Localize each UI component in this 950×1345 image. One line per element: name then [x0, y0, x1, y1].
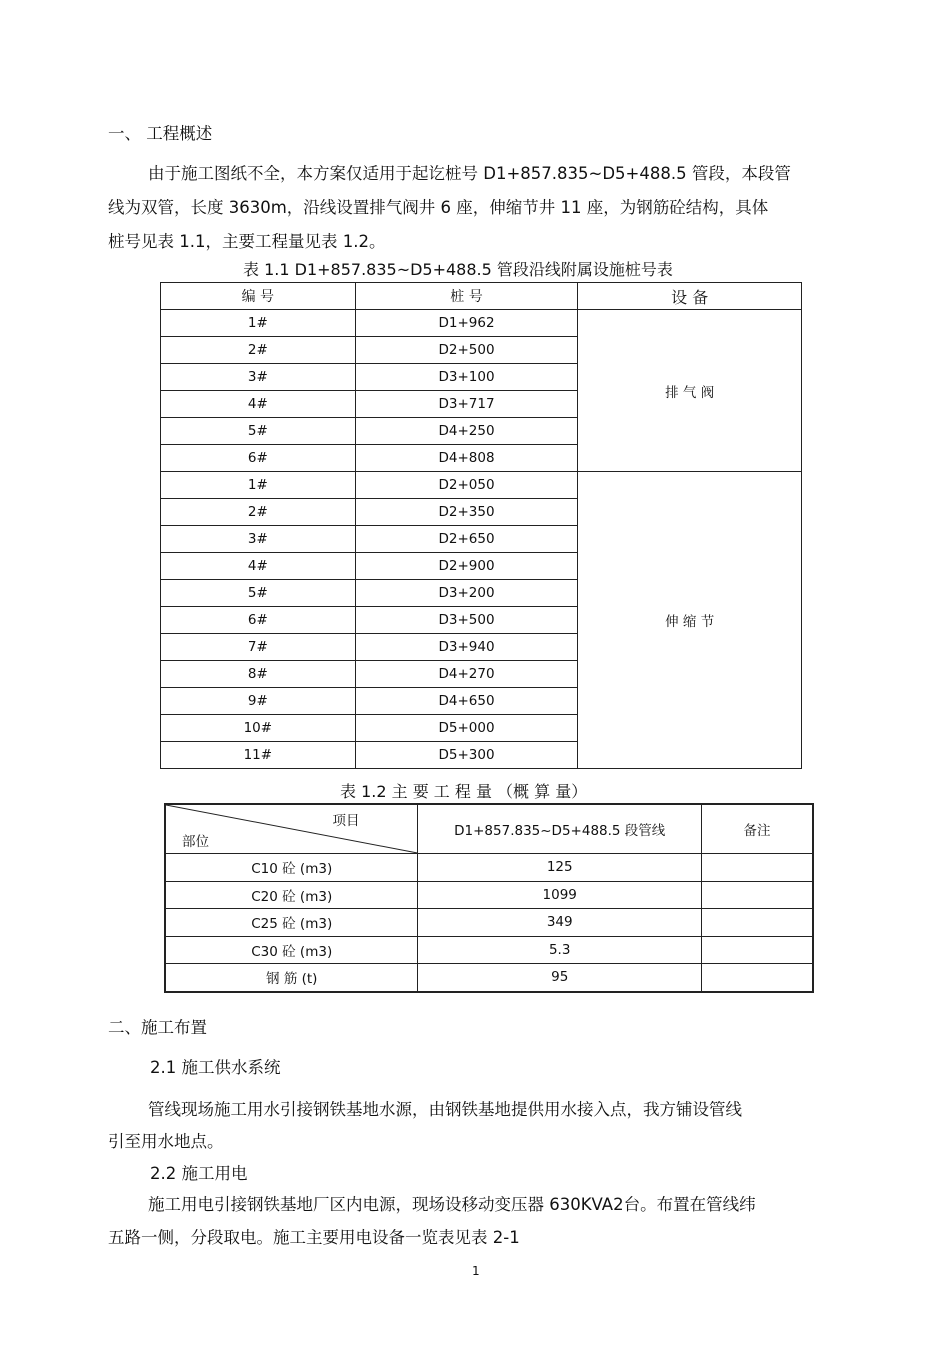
row-remark	[701, 909, 813, 937]
row-part: C20 砼 (m3)	[165, 881, 418, 909]
header-part-label: 部位	[182, 834, 209, 850]
row-number: 7#	[161, 634, 356, 661]
row-number: 3#	[161, 526, 356, 553]
row-station: D4+650	[355, 688, 578, 715]
row-station: D3+200	[355, 580, 578, 607]
row-station: D3+940	[355, 634, 578, 661]
row-station: D2+050	[355, 472, 578, 499]
row-station: D3+500	[355, 607, 578, 634]
row-quantity: 349	[418, 909, 701, 937]
row-station: D2+500	[355, 337, 578, 364]
row-part: 钢 筋 (t)	[165, 964, 418, 992]
table-2-header-row	[165, 804, 813, 854]
table-1-header-equipment: 设 备	[578, 283, 802, 310]
equipment-group-label: 排 气 阀	[578, 310, 802, 472]
row-station: D2+650	[355, 526, 578, 553]
row-number: 5#	[161, 418, 356, 445]
row-part: C10 砼 (m3)	[165, 854, 418, 882]
section-2-1-heading: 2.1 施工供水系统	[150, 1058, 281, 1077]
section-1-paragraph-line-3: 桩号见表 1.1，主要工程量见表 1.2。	[108, 232, 386, 251]
row-station: D4+270	[355, 661, 578, 688]
row-number: 6#	[161, 445, 356, 472]
section-1-heading: 一、 工程概述	[108, 124, 213, 143]
row-quantity: 5.3	[418, 936, 701, 964]
table-2-header-section: D1+857.835~D5+488.5 段管线	[418, 804, 701, 854]
row-remark	[701, 964, 813, 992]
row-number: 6#	[161, 607, 356, 634]
row-station: D1+962	[355, 310, 578, 337]
table-row	[165, 854, 813, 882]
row-number: 2#	[161, 499, 356, 526]
section-2-1-paragraph-line-1: 管线现场施工用水引接钢铁基地水源，由钢铁基地提供用水接入点，我方铺设管线	[148, 1100, 742, 1119]
section-2-2-paragraph-line-2: 五路一侧，分段取电。施工主要用电设备一览表见表 2-1	[108, 1228, 520, 1247]
row-remark	[701, 854, 813, 882]
section-2-heading: 二、施工布置	[108, 1018, 207, 1037]
row-station: D3+100	[355, 364, 578, 391]
row-number: 8#	[161, 661, 356, 688]
table-row	[165, 881, 813, 909]
row-part: C30 砼 (m3)	[165, 936, 418, 964]
equipment-group-label: 伸 缩 节	[578, 472, 802, 769]
row-remark	[701, 936, 813, 964]
table-2-diagonal-header-cell	[165, 804, 418, 854]
table-2-header-remark: 备注	[701, 804, 813, 854]
section-1-paragraph-line-2: 线为双管，长度 3630m，沿线设置排气阀井 6 座，伸缩节井 11 座，为钢筋砼结构，具体	[108, 198, 769, 217]
row-station: D2+900	[355, 553, 578, 580]
row-station: D2+350	[355, 499, 578, 526]
row-part: C25 砼 (m3)	[165, 909, 418, 937]
page-number: 1	[472, 1264, 480, 1278]
row-number: 4#	[161, 391, 356, 418]
table-1	[160, 282, 802, 769]
row-number: 1#	[161, 310, 356, 337]
row-quantity: 1099	[418, 881, 701, 909]
section-2-2-heading: 2.2 施工用电	[150, 1164, 248, 1183]
table-row	[165, 909, 813, 937]
row-number: 9#	[161, 688, 356, 715]
row-quantity: 95	[418, 964, 701, 992]
section-2-2-paragraph-line-1: 施工用电引接钢铁基地厂区内电源，现场设移动变压器 630KVA2台。布置在管线纬	[148, 1195, 756, 1214]
row-station: D5+300	[355, 742, 578, 769]
table-1-header-row	[161, 283, 802, 310]
row-remark	[701, 881, 813, 909]
row-station: D4+250	[355, 418, 578, 445]
row-station: D4+808	[355, 445, 578, 472]
table-1-caption: 表 1.1 D1+857.835~D5+488.5 管段沿线附属设施桩号表	[243, 260, 673, 279]
table-row	[161, 472, 802, 499]
table-row	[165, 936, 813, 964]
row-number: 10#	[161, 715, 356, 742]
row-station: D3+717	[355, 391, 578, 418]
table-row	[161, 310, 802, 337]
row-number: 3#	[161, 364, 356, 391]
section-1-paragraph-line-1: 由于施工图纸不全，本方案仅适用于起讫桩号 D1+857.835~D5+488.5 管段，本段管	[148, 164, 791, 183]
row-station: D5+000	[355, 715, 578, 742]
row-quantity: 125	[418, 854, 701, 882]
section-2-1-paragraph-line-2: 引至用水地点。	[108, 1132, 224, 1151]
row-number: 1#	[161, 472, 356, 499]
row-number: 4#	[161, 553, 356, 580]
table-row	[165, 964, 813, 992]
table-2	[164, 803, 814, 993]
table-2-caption: 表 1.2 主 要 工 程 量 （概 算 量）	[340, 782, 588, 801]
table-1-header-number: 编 号	[161, 283, 356, 310]
table-1-header-station: 桩 号	[355, 283, 578, 310]
row-number: 2#	[161, 337, 356, 364]
header-item-label: 项目	[332, 813, 360, 829]
row-number: 11#	[161, 742, 356, 769]
row-number: 5#	[161, 580, 356, 607]
